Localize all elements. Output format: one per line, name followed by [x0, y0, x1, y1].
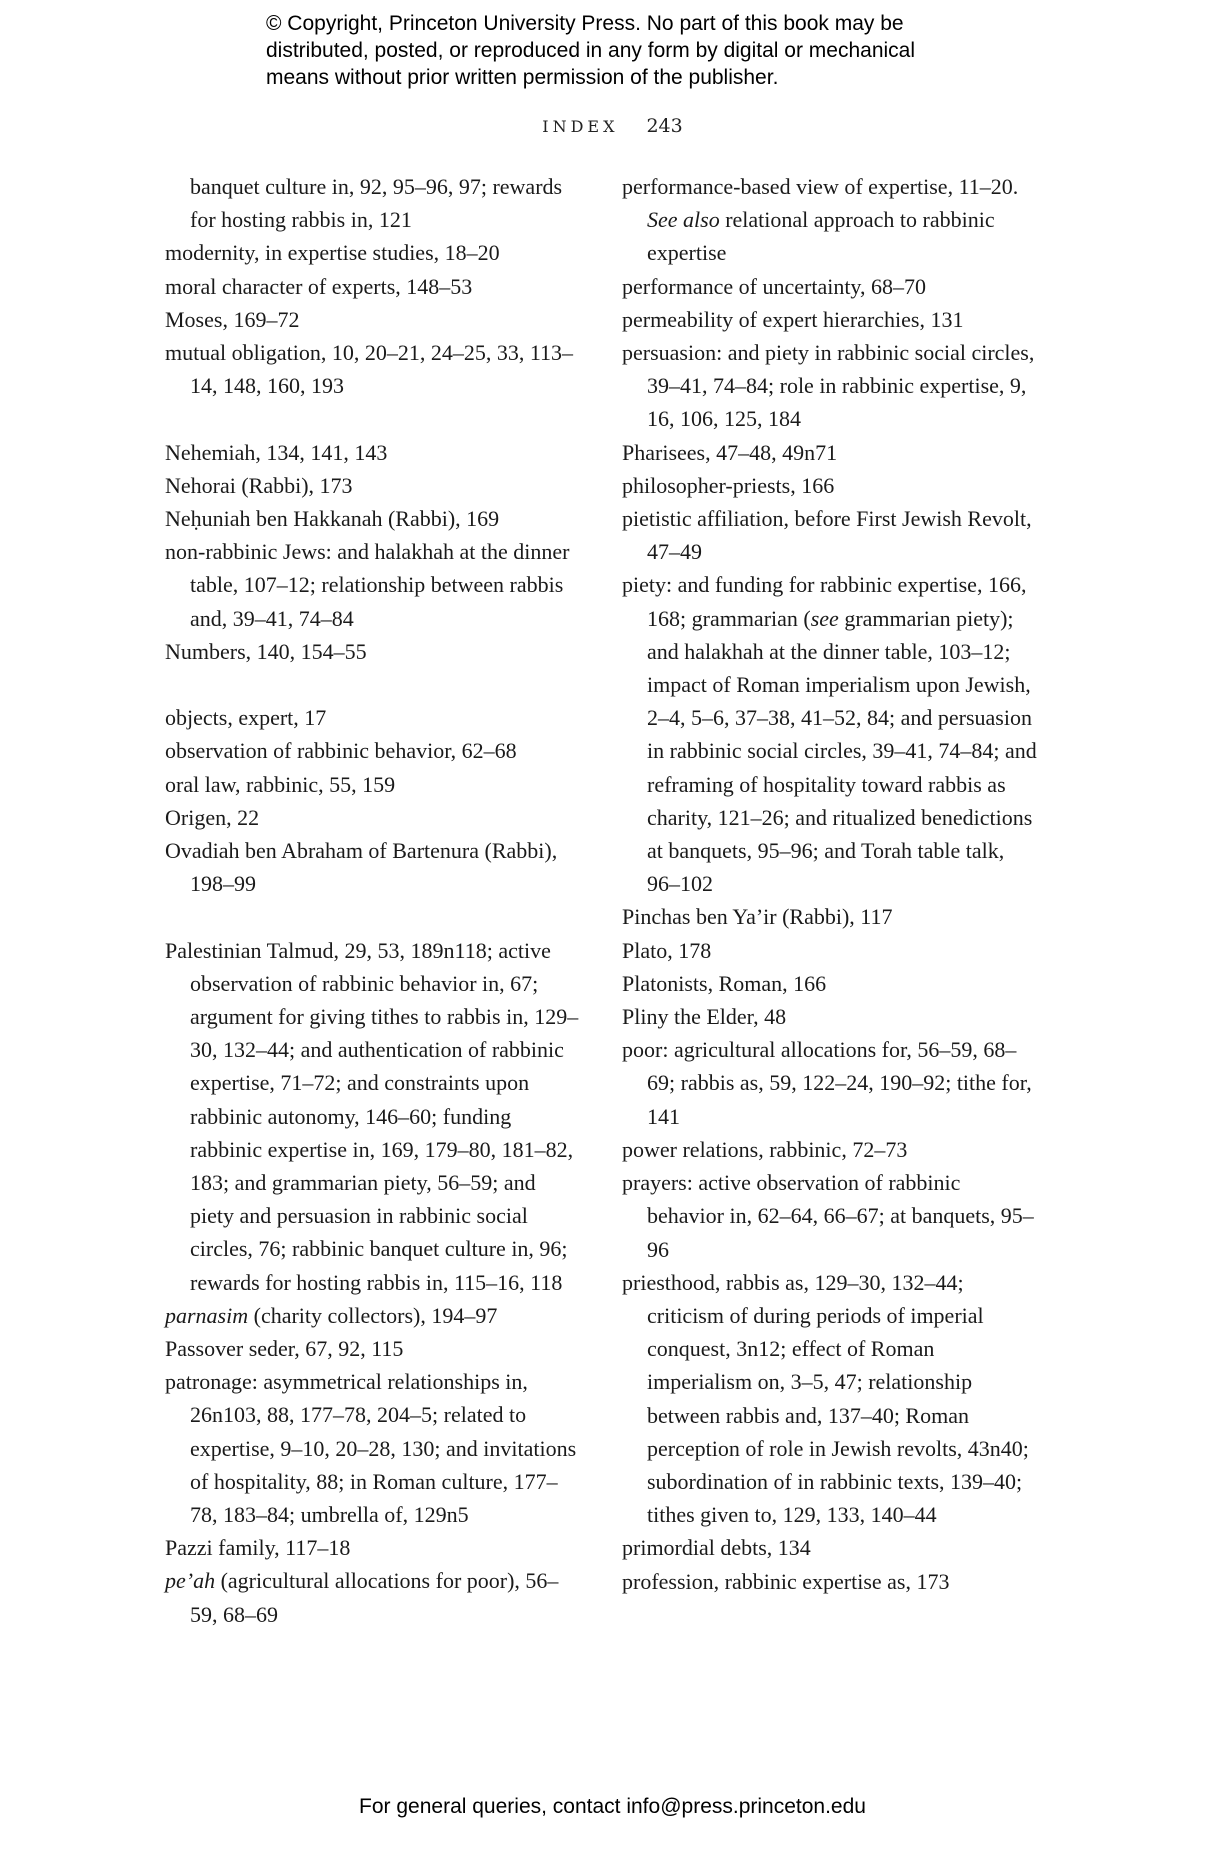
entry-text: (agricultural allocations for poor), 56–59, 68–69	[190, 1568, 559, 1627]
index-entry: Origen, 22	[165, 804, 260, 830]
index-entry: profession, rabbinic expertise as, 173	[622, 1568, 950, 1594]
letter-group-gap	[165, 900, 585, 933]
entry-text: performance-based view of expertise, 11–20.	[622, 174, 1019, 199]
index-entry: Plato, 178	[622, 937, 712, 963]
italic-term: pe’ah	[165, 1568, 216, 1594]
letter-group-gap	[165, 668, 585, 701]
page-number: 243	[646, 115, 683, 137]
copyright-line-2: distributed, posted, or reproduced in any form by digital or mechanical	[266, 39, 916, 62]
index-entry: banquet culture in, 92, 95–96, 97; rewards for hosting rabbis in, 121	[190, 174, 563, 233]
index-entry: observation of rabbinic behavior, 62–68	[165, 738, 517, 764]
entry-text: (charity collectors), 194–97	[248, 1302, 498, 1328]
index-entry: philosopher-priests, 166	[622, 472, 835, 498]
index-entry: poor: agricultural allocations for, 56–59, 68–69; rabbis as, 59, 122–24, 190–92; tithe for, 141	[622, 1037, 1032, 1129]
see-also-ref: See also	[647, 207, 720, 233]
index-entry: primordial debts, 134	[622, 1535, 811, 1561]
index-entry: oral law, rabbinic, 55, 159	[165, 771, 396, 797]
footer-contact: For general queries, contact info@press.princeton.edu	[359, 1795, 866, 1818]
index-entry: Pazzi family, 117–18	[165, 1535, 351, 1561]
index-entry	[165, 1299, 585, 1332]
index-entry: performance of uncertainty, 68–70	[622, 273, 927, 299]
index-entry: pietistic affiliation, before First Jewish Revolt, 47–49	[622, 506, 1032, 565]
entry-text: grammarian piety); and halakhah at the dinner table, 103–12; impact of Roman imperialism upon Jewish, 2–4, 5–6, 37–38, 41–52, 84; and persuasion in rabbinic social circles, 39–41, 74–84; and reframing of hospitality toward rabbis as charity, 121–26; and ritualized benedictions at banquets, 95–96; and Torah table talk, 96–102	[647, 605, 1037, 897]
index-entry: Ovadiah ben Abraham of Bartenura (Rabbi), 198–99	[165, 838, 558, 897]
index-entry: priesthood, rabbis as, 129–30, 132–44; criticism of during periods of imperial conquest, 3n12; effect of Roman imperialism on, 3–5, 47; relationship between rabbis and, 137–40; Roman perception of role in Jewish revolts, 43n40; subordination of in rabbinic texts, 139–40; tithes given to, 129, 133, 140–44	[622, 1269, 1029, 1528]
index-entry: Nehemiah, 134, 141, 143	[165, 439, 388, 465]
copyright-line-1: © Copyright, Princeton University Press. No part of this book may be	[266, 12, 904, 35]
index-entry: Neḥuniah ben Hakkanah (Rabbi), 169	[165, 506, 500, 532]
section-label: INDEX	[542, 117, 619, 136]
index-entry: Passover seder, 67, 92, 115	[165, 1336, 404, 1362]
index-entry: prayers: active observation of rabbinic behavior in, 62–64, 66–67; at banquets, 95–96	[622, 1170, 1034, 1262]
index-column-right	[622, 170, 1042, 1598]
index-entry: power relations, rabbinic, 72–73	[622, 1136, 908, 1162]
italic-term: parnasim	[165, 1302, 249, 1328]
index-entry: moral character of experts, 148–53	[165, 273, 473, 299]
index-entry	[165, 1564, 585, 1630]
index-entry: non-rabbinic Jews: and halakhah at the dinner table, 107–12; relationship between rabbis and, 39–41, 74–84	[165, 539, 570, 631]
index-entry	[622, 568, 1042, 900]
index-entry: patronage: asymmetrical relationships in, 26n103, 88, 177–78, 204–5; related to expertise, 9–10, 20–28, 130; and invitations of hospitality, 88; in Roman culture, 177–78, 183–84; umbrella of, 129n5	[165, 1369, 577, 1528]
index-entry: mutual obligation, 10, 20–21, 24–25, 33, 113–14, 148, 160, 193	[165, 340, 573, 399]
letter-group-gap	[165, 402, 585, 435]
index-entry: Pharisees, 47–48, 49n71	[622, 439, 838, 465]
index-entry: Platonists, Roman, 166	[622, 970, 827, 996]
see-ref: see	[810, 605, 839, 631]
index-entry: Moses, 169–72	[165, 306, 300, 332]
index-entry: Palestinian Talmud, 29, 53, 189n118; active observation of rabbinic behavior in, 67; argument for giving tithes to rabbis in, 129–30, 132–44; and authentication of rabbinic expertise, 71–72; and constraints upon rabbinic autonomy, 146–60; funding rabbinic expertise in, 169, 179–80, 181–82, 183; and grammarian piety, 56–59; and piety and persuasion in rabbinic social circles, 76; rabbinic banquet culture in, 96; rewards for hosting rabbis in, 115–16, 118	[165, 937, 579, 1295]
index-entry: Pliny the Elder, 48	[622, 1004, 787, 1030]
index-entry: objects, expert, 17	[165, 705, 327, 731]
copyright-line-3: means without prior written permission of the publisher.	[266, 66, 779, 89]
index-entry: Numbers, 140, 154–55	[165, 638, 367, 664]
index-entry: modernity, in expertise studies, 18–20	[165, 240, 500, 266]
index-entry: Nehorai (Rabbi), 173	[165, 472, 353, 498]
index-entry	[622, 170, 1042, 270]
index-entry: persuasion: and piety in rabbinic social circles, 39–41, 74–84; role in rabbinic expertise, 9, 16, 106, 125, 184	[622, 340, 1035, 432]
running-head	[0, 115, 1225, 137]
entry-text: piety: and funding for rabbinic expertise, 166, 168; grammarian (	[622, 572, 1027, 631]
copyright-notice	[266, 10, 1026, 91]
index-column-left	[165, 170, 585, 1631]
index-entry: Pinchas ben Ya’ir (Rabbi), 117	[622, 904, 893, 930]
entry-text: relational approach to rabbinic expertise	[647, 207, 995, 266]
index-entry: permeability of expert hierarchies, 131	[622, 306, 964, 332]
